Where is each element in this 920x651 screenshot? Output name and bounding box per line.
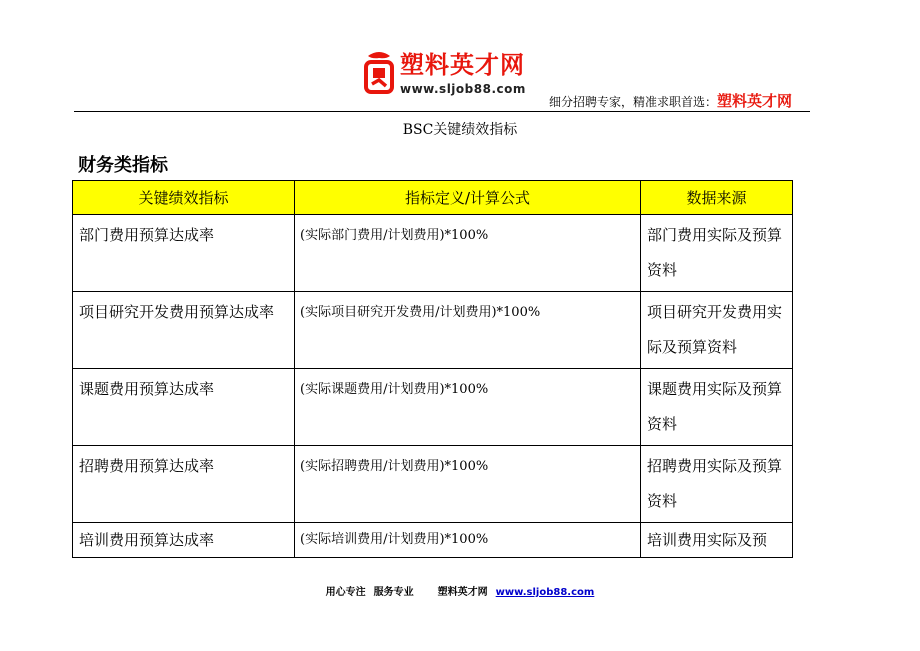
header-divider: [74, 111, 810, 112]
formula-cell: (实际部门费用/计划费用)*100%: [295, 215, 641, 292]
source-cell: 课题费用实际及预算资料: [641, 369, 793, 446]
source-cell: 部门费用实际及预算资料: [641, 215, 793, 292]
page-footer: [0, 583, 920, 598]
source-cell: 招聘费用实际及预算资料: [641, 446, 793, 523]
section-title: 财务类指标: [78, 155, 168, 176]
kpi-cell: 项目研究开发费用预算达成率: [73, 292, 295, 369]
logo-title: 塑料英才网: [400, 51, 525, 79]
footer-site-name: 塑料英才网: [437, 587, 488, 598]
footer-motto-1: 用心专注: [325, 587, 366, 598]
header-definition: 指标定义/计算公式: [295, 181, 641, 215]
source-cell: 培训费用实际及预: [641, 523, 793, 558]
footer-motto-2: 服务专业: [373, 587, 414, 598]
table-row: [73, 523, 793, 558]
kpi-cell: 部门费用预算达成率: [73, 215, 295, 292]
footer-site-link[interactable]: www.sljob88.com: [495, 587, 595, 598]
formula-cell: (实际课题费用/计划费用)*100%: [295, 369, 641, 446]
slogan-brand: 塑料英才网: [716, 92, 792, 110]
source-cell: 项目研究开发费用实际及预算资料: [641, 292, 793, 369]
table-row: [73, 292, 793, 369]
table-row: [73, 369, 793, 446]
kpi-cell: 培训费用预算达成率: [73, 523, 295, 558]
table-row: [73, 215, 793, 292]
header-slogan: [549, 90, 792, 111]
kpi-table: [72, 180, 793, 558]
header-kpi: 关键绩效指标: [73, 181, 295, 215]
kpi-cell: 招聘费用预算达成率: [73, 446, 295, 523]
document-title: BSC关键绩效指标: [402, 122, 518, 138]
table-header-row: [73, 181, 793, 215]
formula-cell: (实际培训费用/计划费用)*100%: [295, 523, 641, 558]
slogan-text: 细分招聘专家，精准求职首选：: [548, 95, 717, 109]
kpi-cell: 课题费用预算达成率: [73, 369, 295, 446]
header-source: 数据来源: [641, 181, 793, 215]
sljob-logo-icon: [362, 50, 396, 98]
logo-url: www.sljob88.com: [400, 82, 526, 96]
table-row: [73, 446, 793, 523]
formula-cell: (实际项目研究开发费用/计划费用)*100%: [295, 292, 641, 369]
page-header: [74, 38, 810, 113]
formula-cell: (实际招聘费用/计划费用)*100%: [295, 446, 641, 523]
